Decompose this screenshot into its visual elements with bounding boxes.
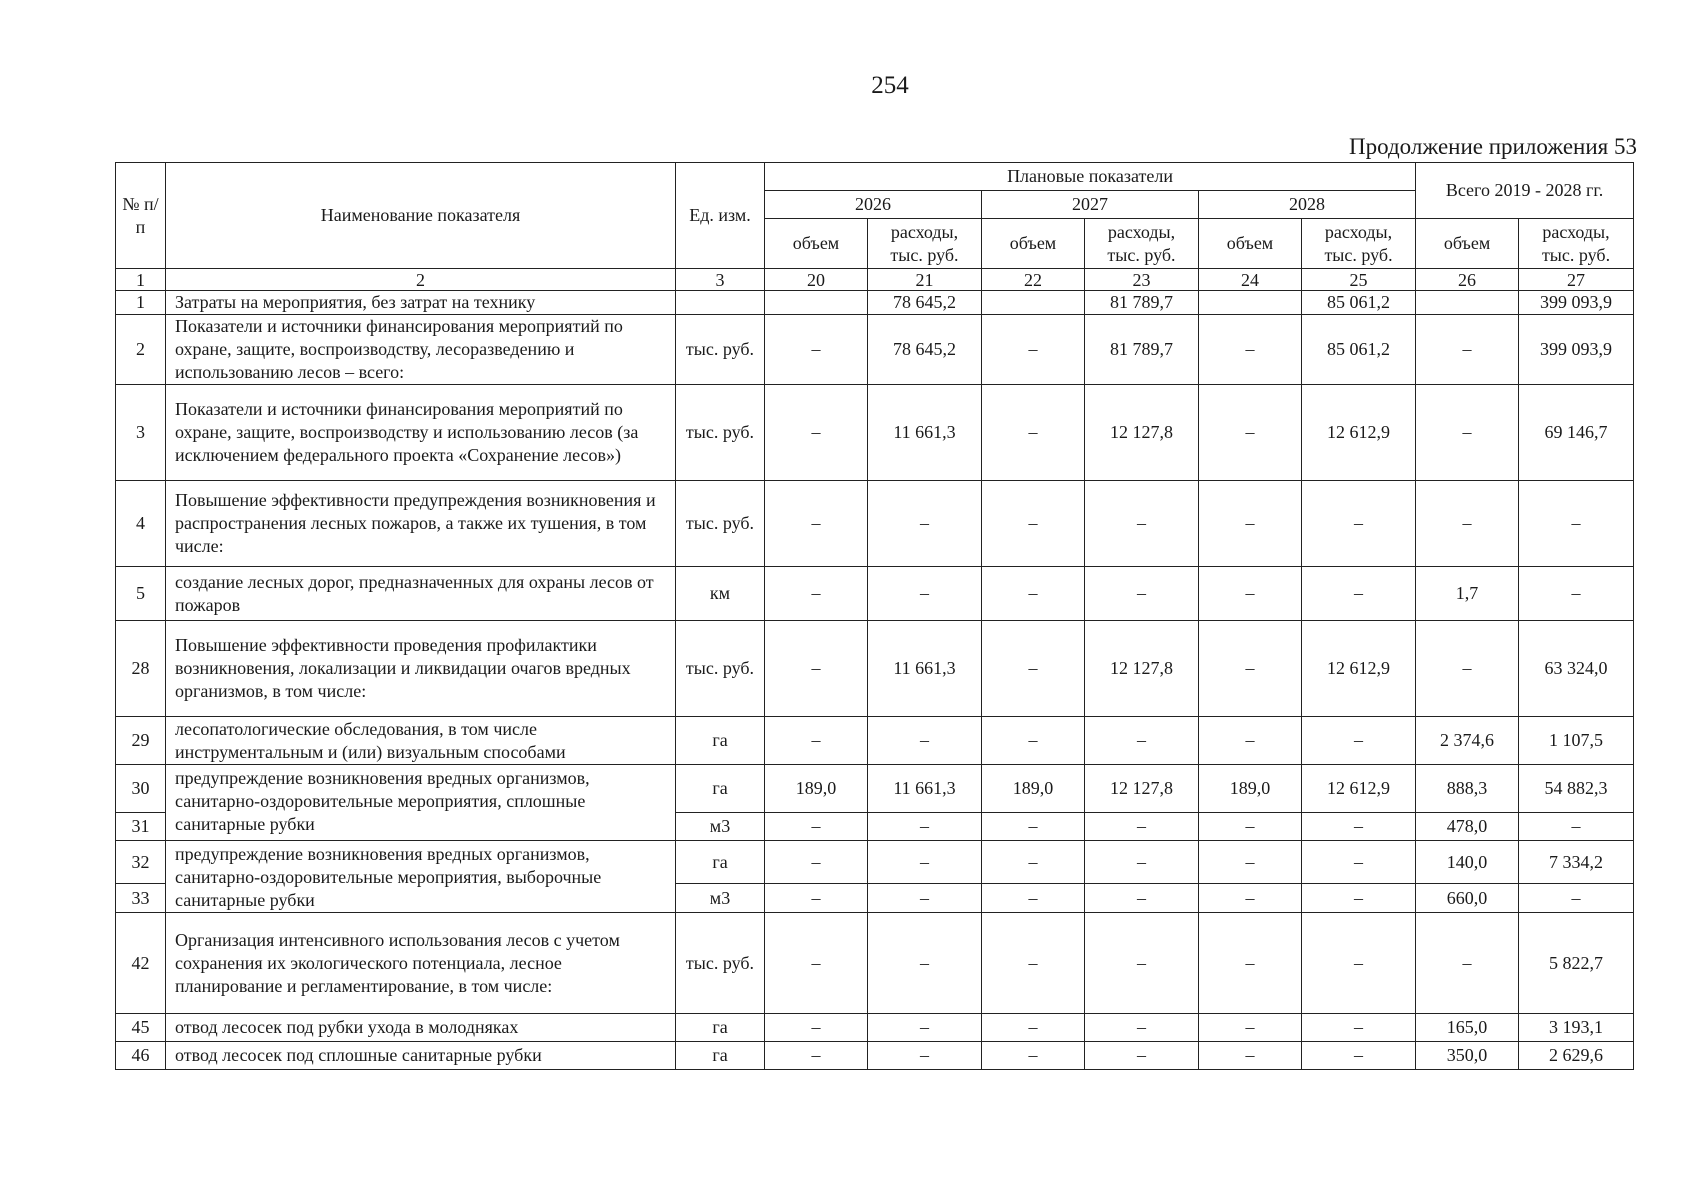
volume-cell [1416, 291, 1519, 315]
row-number: 28 [116, 621, 166, 717]
header-year-2026: 2026 [765, 191, 982, 219]
expenses-cell: 85 061,2 [1302, 291, 1416, 315]
volume-cell: – [765, 385, 868, 481]
page-number: 254 [871, 72, 909, 99]
volume-cell: – [765, 1014, 868, 1042]
table-row [116, 765, 1634, 813]
expenses-cell: 54 882,3 [1519, 765, 1634, 813]
table-row [116, 717, 1634, 765]
header-expenses: расходы, тыс. руб. [1519, 219, 1634, 269]
expenses-cell: – [1085, 481, 1199, 567]
volume-cell: 189,0 [982, 765, 1085, 813]
expenses-cell: 81 789,7 [1085, 291, 1199, 315]
row-unit: га [676, 841, 765, 884]
expenses-cell: – [868, 567, 982, 621]
expenses-cell: – [1085, 913, 1199, 1014]
expenses-cell: 11 661,3 [868, 385, 982, 481]
volume-cell: – [982, 621, 1085, 717]
row-unit: тыс. руб. [676, 621, 765, 717]
col-number: 1 [116, 269, 166, 291]
volume-cell: 165,0 [1416, 1014, 1519, 1042]
header-total: Всего 2019 - 2028 гг. [1416, 163, 1634, 219]
row-unit: га [676, 1014, 765, 1042]
expenses-cell: – [1302, 813, 1416, 841]
row-unit: км [676, 567, 765, 621]
row-number: 5 [116, 567, 166, 621]
header-year-2028: 2028 [1199, 191, 1416, 219]
expenses-cell: – [1085, 1014, 1199, 1042]
header-volume: объем [765, 219, 868, 269]
expenses-cell: – [1302, 913, 1416, 1014]
volume-cell: 140,0 [1416, 841, 1519, 884]
expenses-cell: – [1085, 813, 1199, 841]
volume-cell: – [765, 621, 868, 717]
header-volume: объем [1199, 219, 1302, 269]
volume-cell [982, 291, 1085, 315]
volume-cell: – [982, 567, 1085, 621]
volume-cell: – [1199, 813, 1302, 841]
volume-cell: – [765, 884, 868, 913]
table-row [116, 567, 1634, 621]
volume-cell: – [982, 913, 1085, 1014]
volume-cell: – [1199, 567, 1302, 621]
expenses-cell: – [1085, 1042, 1199, 1070]
expenses-cell: – [868, 813, 982, 841]
continuation-label: Продолжение приложения 53 [1349, 134, 1637, 159]
row-number: 31 [116, 813, 166, 841]
expenses-cell: 11 661,3 [868, 765, 982, 813]
volume-cell: – [1199, 385, 1302, 481]
volume-cell: – [1199, 841, 1302, 884]
row-name: Повышение эффективности предупреждения возникновения и распространения лесных пожаров, а также их тушения, в том числе: [166, 481, 676, 567]
table-row [116, 841, 1634, 884]
volume-cell: – [1416, 385, 1519, 481]
row-number: 1 [116, 291, 166, 315]
row-unit: га [676, 1042, 765, 1070]
row-number: 46 [116, 1042, 166, 1070]
volume-cell: – [982, 1042, 1085, 1070]
volume-cell: – [1199, 717, 1302, 765]
expenses-cell: 78 645,2 [868, 291, 982, 315]
expenses-cell: – [1519, 884, 1634, 913]
expenses-cell: – [1085, 841, 1199, 884]
col-number: 25 [1302, 269, 1416, 291]
col-number: 2 [166, 269, 676, 291]
expenses-cell: – [1085, 884, 1199, 913]
row-unit: тыс. руб. [676, 385, 765, 481]
volume-cell: – [1416, 621, 1519, 717]
expenses-cell: – [1085, 567, 1199, 621]
row-name: предупреждение возникновения вредных организмов, санитарно-оздоровительные мероприятия, выборочные санитарные рубки [166, 841, 676, 913]
volume-cell: – [982, 717, 1085, 765]
row-unit: тыс. руб. [676, 913, 765, 1014]
col-number: 26 [1416, 269, 1519, 291]
table-row [116, 385, 1634, 481]
row-name: Повышение эффективности проведения профилактики возникновения, локализации и ликвидации очагов вредных организмов, в том числе: [166, 621, 676, 717]
volume-cell: – [765, 1042, 868, 1070]
row-name: Показатели и источники финансирования мероприятий по охране, защите, воспроизводству и использованию лесов (за исключением федерального проекта «Сохранение лесов») [166, 385, 676, 481]
row-name: создание лесных дорог, предназначенных для охраны лесов от пожаров [166, 567, 676, 621]
header-unit: Ед. изм. [676, 163, 765, 269]
volume-cell: 350,0 [1416, 1042, 1519, 1070]
row-number: 33 [116, 884, 166, 913]
expenses-cell: 69 146,7 [1519, 385, 1634, 481]
row-name: отвод лесосек под рубки ухода в молодняках [166, 1014, 676, 1042]
volume-cell: – [765, 567, 868, 621]
volume-cell: 189,0 [1199, 765, 1302, 813]
volume-cell: – [982, 884, 1085, 913]
expenses-cell: 7 334,2 [1519, 841, 1634, 884]
volume-cell: 189,0 [765, 765, 868, 813]
table-row [116, 621, 1634, 717]
table-row [116, 1014, 1634, 1042]
expenses-cell: 12 612,9 [1302, 765, 1416, 813]
expenses-cell: – [1302, 1014, 1416, 1042]
volume-cell: – [1199, 315, 1302, 385]
row-unit: га [676, 765, 765, 813]
expenses-cell: 399 093,9 [1519, 315, 1634, 385]
header-volume: объем [982, 219, 1085, 269]
col-number: 27 [1519, 269, 1634, 291]
expenses-cell: 63 324,0 [1519, 621, 1634, 717]
expenses-cell: – [1519, 567, 1634, 621]
row-name: лесопатологические обследования, в том числе инструментальным и (или) визуальным способами [166, 717, 676, 765]
expenses-cell: 81 789,7 [1085, 315, 1199, 385]
expenses-cell: 78 645,2 [868, 315, 982, 385]
volume-cell: – [1199, 884, 1302, 913]
row-number: 30 [116, 765, 166, 813]
expenses-cell: – [868, 884, 982, 913]
table-row [116, 481, 1634, 567]
volume-cell: – [982, 385, 1085, 481]
col-number: 21 [868, 269, 982, 291]
expenses-cell: 2 629,6 [1519, 1042, 1634, 1070]
row-name: предупреждение возникновения вредных организмов, санитарно-оздоровительные мероприятия, сплошные санитарные рубки [166, 765, 676, 841]
header-expenses: расходы, тыс. руб. [868, 219, 982, 269]
volume-cell: – [982, 841, 1085, 884]
volume-cell: – [1199, 1014, 1302, 1042]
header-expenses: расходы, тыс. руб. [1302, 219, 1416, 269]
table-row [116, 913, 1634, 1014]
volume-cell: – [765, 813, 868, 841]
header-volume: объем [1416, 219, 1519, 269]
expenses-cell: 12 127,8 [1085, 621, 1199, 717]
volume-cell: – [765, 481, 868, 567]
row-number: 45 [116, 1014, 166, 1042]
row-name: Показатели и источники финансирования мероприятий по охране, защите, воспроизводству, лесоразведению и использованию лесов – всего: [166, 315, 676, 385]
row-unit [676, 291, 765, 315]
volume-cell: 478,0 [1416, 813, 1519, 841]
expenses-cell: – [1302, 841, 1416, 884]
row-number: 29 [116, 717, 166, 765]
header-planned: Плановые показатели [765, 163, 1416, 191]
row-unit: м3 [676, 884, 765, 913]
row-number: 2 [116, 315, 166, 385]
row-number: 32 [116, 841, 166, 884]
row-name: Затраты на мероприятия, без затрат на технику [166, 291, 676, 315]
expenses-cell: 12 127,8 [1085, 765, 1199, 813]
col-number: 20 [765, 269, 868, 291]
row-unit: м3 [676, 813, 765, 841]
expenses-cell: – [1302, 567, 1416, 621]
volume-cell: 660,0 [1416, 884, 1519, 913]
volume-cell [765, 291, 868, 315]
volume-cell: 2 374,6 [1416, 717, 1519, 765]
expenses-cell: 11 661,3 [868, 621, 982, 717]
expenses-cell: – [1302, 1042, 1416, 1070]
volume-cell: – [1199, 621, 1302, 717]
row-number: 3 [116, 385, 166, 481]
col-number: 24 [1199, 269, 1302, 291]
volume-cell: – [982, 813, 1085, 841]
volume-cell: – [1199, 913, 1302, 1014]
expenses-cell: – [1302, 884, 1416, 913]
expenses-cell: 12 612,9 [1302, 385, 1416, 481]
volume-cell: – [1199, 481, 1302, 567]
expenses-cell: 1 107,5 [1519, 717, 1634, 765]
row-unit: тыс. руб. [676, 315, 765, 385]
expenses-cell: – [1302, 481, 1416, 567]
volume-cell: – [1416, 481, 1519, 567]
expenses-cell: – [868, 481, 982, 567]
expenses-cell: 3 193,1 [1519, 1014, 1634, 1042]
volume-cell: – [982, 481, 1085, 567]
table-row [116, 291, 1634, 315]
row-unit: тыс. руб. [676, 481, 765, 567]
expenses-cell: 5 822,7 [1519, 913, 1634, 1014]
row-unit: га [676, 717, 765, 765]
volume-cell: – [765, 913, 868, 1014]
expenses-cell: – [1519, 813, 1634, 841]
expenses-cell: 85 061,2 [1302, 315, 1416, 385]
volume-cell: – [765, 315, 868, 385]
volume-cell: – [982, 1014, 1085, 1042]
expenses-cell: – [1085, 717, 1199, 765]
header-expenses: расходы, тыс. руб. [1085, 219, 1199, 269]
expenses-cell: – [1519, 481, 1634, 567]
planned-indicators-table [115, 162, 1634, 1070]
expenses-cell: 12 612,9 [1302, 621, 1416, 717]
volume-cell: – [765, 841, 868, 884]
col-number: 23 [1085, 269, 1199, 291]
expenses-cell: – [1302, 717, 1416, 765]
expenses-cell: – [868, 717, 982, 765]
row-number: 4 [116, 481, 166, 567]
expenses-cell: 399 093,9 [1519, 291, 1634, 315]
expenses-cell: – [868, 913, 982, 1014]
volume-cell: 888,3 [1416, 765, 1519, 813]
row-name: Организация интенсивного использования лесов с учетом сохранения их экологического потенциала, лесное планирование и регламентирование, в том числе: [166, 913, 676, 1014]
col-number: 3 [676, 269, 765, 291]
table-row [116, 315, 1634, 385]
volume-cell [1199, 291, 1302, 315]
volume-cell: – [1416, 913, 1519, 1014]
col-number: 22 [982, 269, 1085, 291]
volume-cell: – [1416, 315, 1519, 385]
table-row [116, 1042, 1634, 1070]
volume-cell: – [982, 315, 1085, 385]
expenses-cell: – [868, 841, 982, 884]
volume-cell: 1,7 [1416, 567, 1519, 621]
volume-cell: – [1199, 1042, 1302, 1070]
expenses-cell: – [868, 1014, 982, 1042]
row-name: отвод лесосек под сплошные санитарные рубки [166, 1042, 676, 1070]
expenses-cell: – [868, 1042, 982, 1070]
volume-cell: – [765, 717, 868, 765]
header-year-2027: 2027 [982, 191, 1199, 219]
row-number: 42 [116, 913, 166, 1014]
expenses-cell: 12 127,8 [1085, 385, 1199, 481]
header-name: Наименование показателя [166, 163, 676, 269]
header-num: № п/п [116, 163, 166, 269]
